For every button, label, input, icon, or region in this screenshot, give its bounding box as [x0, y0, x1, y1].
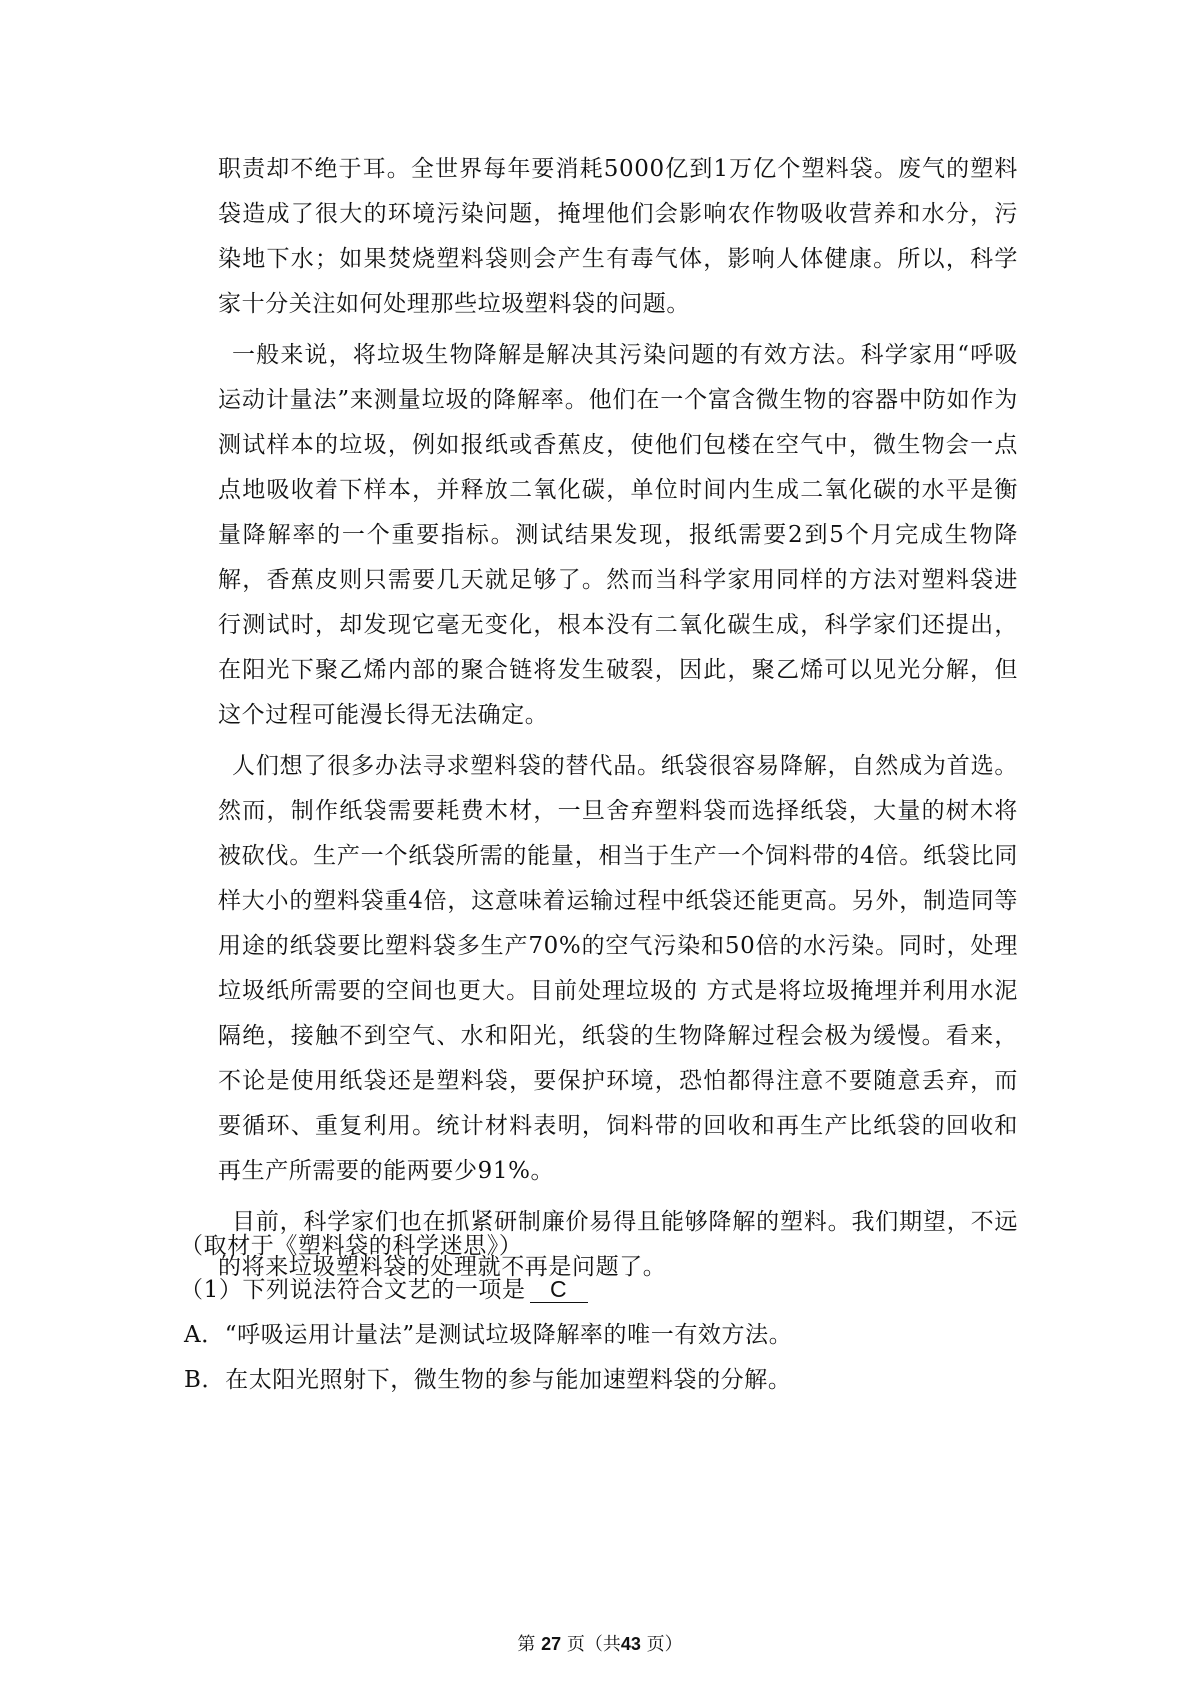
- footer-suffix: 页）: [646, 1634, 683, 1655]
- footer-middle: 页（共: [566, 1634, 621, 1655]
- answer-blank: C: [530, 1276, 588, 1303]
- question-stem: （1）下列说法符合文艺的一项是: [180, 1277, 526, 1303]
- option-b: B．在太阳光照射下，微生物的参与能加速塑料袋的分解。: [184, 1367, 792, 1393]
- passage-paragraph-2: 一般来说，将垃圾生物降解是解决其污染问题的有效方法。科学家用“呼吸运动计量法”来测量垃圾的降解率。他们在一个富含微生物的容器中防如作为测试样本的垃圾，例如报纸或香蕉皮，使他们包楼在空气中，微生物会一点点地吸收着下样本，并释放二氧化碳，单位时间内生成二氧化碳的水平是衡量降解率的一个重要指标。测试结果发现，报纸需要2到5个月完成生物降解，香蕉皮则只需要几天就足够了。然而当科学家用同样的方法对塑料袋进行测试时，却发现它毫无变化，根本没有二氧化碳生成，科学家们还提出，在阳光下聚乙烯内部的聚合链将发生破裂，因此，聚乙烯可以见光分解，但这个过程可能漫长得无法确定。: [218, 342, 1018, 728]
- question-1: [180, 1268, 588, 1313]
- footer-prefix: 第: [517, 1634, 536, 1655]
- footer-page-number: 27: [541, 1634, 562, 1654]
- passage-body: [218, 147, 1018, 1290]
- page-footer: [0, 1630, 1200, 1656]
- footer-total-pages: 43: [620, 1634, 641, 1654]
- passage-paragraph-3: 人们想了很多办法寻求塑料袋的替代品。纸袋很容易降解，自然成为首选。然而，制作纸袋需要耗费木材，一旦舍弃塑料袋而选择纸袋，大量的树木将被砍伐。生产一个纸袋所需的能量，相当于生产一个饲料带的4倍。纸袋比同样大小的塑料袋重4倍，这意味着运输过程中纸袋还能更高。另外，制造同等用途的纸袋要比塑料袋多生产70%的空气污染和50倍的水污染。同时，处理垃圾纸所需要的空间也更大。目前处理垃圾的 方式是将垃圾掩埋并利用水泥隔绝，接触不到空气、水和阳光，纸袋的生物降解过程会极为缓慢。看来，不论是使用纸袋还是塑料袋，要保护环境，恐怕都得注意不要随意丢弃，而要循环、重复利用。统计材料表明，饲料带的回收和再生产比纸袋的回收和再生产所需要的能两要少91%。: [218, 753, 1018, 1184]
- option-a: A．“呼吸运用计量法”是测试垃圾降解率的唯一有效方法。: [184, 1322, 793, 1348]
- passage-paragraph-1: 职责却不绝于耳。全世界每年要消耗5000亿到1万亿个塑料袋。废气的塑料袋造成了很大的环境污染问题，掩埋他们会影响农作物吸收营养和水分，污染地下水；如果焚烧塑料袋则会产生有毒气体，影响人体健康。所以，科学家十分关注如何处理那些垃圾塑料袋的问题。: [218, 156, 1018, 317]
- passage-paragraph-4: 目前，科学家们也在抓紧研制廉价易得且能够降解的塑料。我们期望，不远的将来垃圾塑料袋的处理就不再是问题了。: [218, 1209, 1018, 1280]
- source-note: （取材于《塑料袋的科学迷思》）: [180, 1233, 523, 1259]
